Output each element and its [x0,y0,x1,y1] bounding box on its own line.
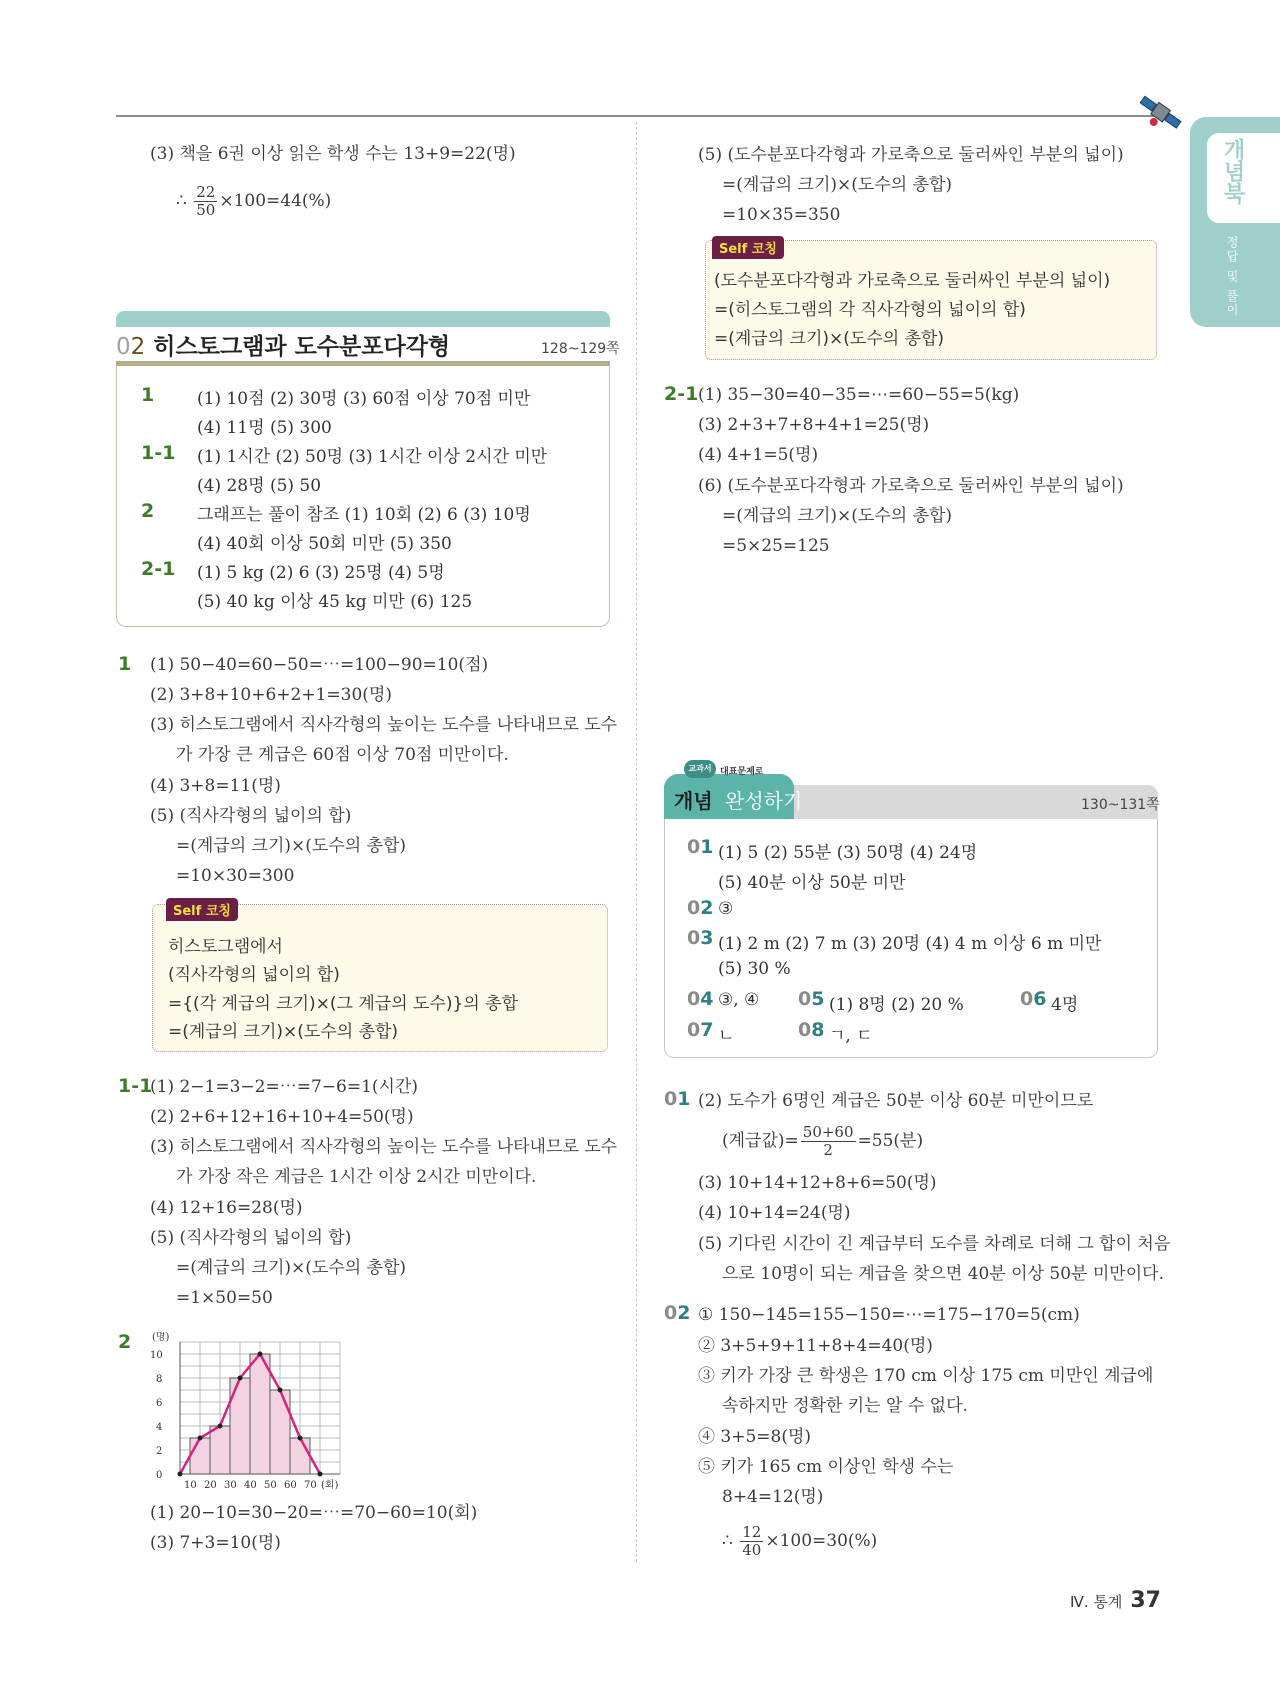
answer-line: ③ [718,899,734,919]
coaching-line: =(계급의 크기)×(도수의 총합) [168,1022,399,1042]
svg-text:2: 2 [156,1446,163,1457]
page-footer [1070,1588,1161,1613]
svg-text:10: 10 [184,1480,197,1491]
solution-line: =10×30=300 [176,866,295,886]
answer-line: (1) 5 kg (2) 6 (3) 25명 (4) 5명 [197,563,445,583]
section-header-bar [116,311,610,327]
solution-line: 8+4=12(명) [722,1487,824,1507]
self-coaching-tag: Self 코칭 [712,236,784,259]
class-value-equation: (계급값)= $\frac{50+60}{2}$ =55(분) [722,1123,924,1159]
svg-text:40: 40 [244,1480,257,1491]
solution-number: 2-1 [664,383,699,405]
solution-line: (3) 히스토그램에서 직사각형의 높이는 도수를 나타내므로 도수 [150,715,618,735]
solution-line: 속하지만 정확한 키는 알 수 없다. [722,1396,968,1416]
solution-line: (6) (도수분포다각형과 가로축으로 둘러싸인 부분의 넓이) [698,476,1124,496]
answer-line: (4) 11명 (5) 300 [197,418,332,438]
solution-line: (1) 20−10=30−20=⋯=70−60=10(회) [150,1503,478,1523]
svg-text:30: 30 [224,1480,237,1491]
solution-number: 1-1 [118,1075,153,1097]
answer-line: (1) 2 m (2) 7 m (3) 20명 (4) 4 m 이상 6 m 미만 [718,934,1102,954]
solution-line: (2) 도수가 6명인 계급은 50분 이상 60분 미만이므로 [698,1091,1094,1111]
svg-text:0: 0 [156,1470,163,1481]
y-axis-unit: (명) [152,1332,170,1343]
answer-line: ③, ④ [718,990,760,1010]
solution-line: (5) (직사각형의 넓이의 합) [150,1228,352,1248]
x-axis-unit: (회) [321,1480,339,1491]
answer-number: 1 [141,384,155,406]
section-title: 02 히스토그램과 도수분포다각형 [116,334,451,360]
solution-line: 가 가장 큰 계급은 60점 이상 70점 미만이다. [176,745,509,765]
fraction: $\frac{50+60}{2}$ [802,1123,854,1159]
solution-line: =1×50=50 [176,1288,273,1308]
answer-number: 04 [687,988,714,1010]
solution-line: ⑤ 키가 165 cm 이상인 학생 수는 [698,1457,954,1477]
fraction: $\frac{22}{50}$ [196,183,216,219]
solution-line: (5) (도수분포다각형과 가로축으로 둘러싸인 부분의 넓이) [698,145,1124,165]
answer-number: 05 [798,988,825,1010]
svg-text:4: 4 [156,1422,163,1433]
solution-line: ③ 키가 가장 큰 학생은 170 cm 이상 175 cm 미만인 계급에 [698,1366,1154,1386]
solution-line: (1) 2−1=3−2=⋯=7−6=1(시간) [150,1077,419,1097]
page-number: 37 [1130,1588,1161,1613]
solution-line: (1) 35−30=40−35=⋯=60−55=5(kg) [698,385,1020,405]
coaching-line: =(계급의 크기)×(도수의 총합) [714,329,945,349]
coaching-line: (도수분포다각형과 가로축으로 둘러싸인 부분의 넓이) [714,271,1111,291]
left-top-line3: (3) 책을 6권 이상 읽은 학생 수는 13+9=22(명) [150,144,516,164]
coaching-line: ={(각 계급의 크기)×(그 계급의 도수)}의 총합 [168,994,518,1014]
answer-line: ㄱ, ㄷ [829,1026,873,1046]
concept-page-range: 130~131쪽 [1081,797,1160,813]
svg-text:6: 6 [156,1398,163,1409]
answer-number: 07 [687,1019,714,1041]
textbook-pill: 교과서 [684,760,716,778]
answer-number: 2-1 [141,558,176,580]
therefore-symbol: ∴ [722,1531,733,1551]
therefore-symbol: ∴ [176,191,187,211]
answer-line: 그래프는 풀이 참조 (1) 10회 (2) 6 (3) 10명 [197,505,531,525]
solution-line: (3) 2+3+7+8+4+1=25(명) [698,415,930,435]
svg-text:10: 10 [150,1350,163,1361]
solution-line: (1) 50−40=60−50=⋯=100−90=10(점) [150,655,489,675]
coaching-line: (직사각형의 넓이의 합) [168,965,340,985]
solution-line: =(계급의 크기)×(도수의 총합) [722,175,953,195]
answer-number: 1-1 [141,442,176,464]
answer-line: (4) 40회 이상 50회 미만 (5) 350 [197,534,452,554]
answer-number: 08 [798,1019,825,1041]
answer-line: ㄴ [718,1026,735,1046]
histogram-chart [150,1332,350,1497]
solution-line: (4) 3+8=11(명) [150,776,281,796]
answer-line: (1) 8명 (2) 20 % [829,995,964,1015]
top-rule [116,115,1156,117]
self-coaching-tag: Self 코칭 [166,898,238,921]
answer-line: 4명 [1051,995,1079,1015]
solution-number: 02 [664,1302,691,1324]
solution-line: ② 3+5+9+11+8+4=40(명) [698,1336,933,1356]
solution-line: (2) 2+6+12+16+10+4=50(명) [150,1107,414,1127]
solution-number: 1 [118,653,132,675]
svg-text:70: 70 [304,1480,317,1491]
answer-line: (4) 28명 (5) 50 [197,476,322,496]
solution-line: =10×35=350 [722,205,841,225]
solution-result: ∴ $\frac{12}{40}$ ×100=30(%) [722,1523,878,1559]
answer-line: (5) 40 kg 이상 45 kg 미만 (6) 125 [197,592,473,612]
svg-text:20: 20 [204,1480,217,1491]
solution-number: 2 [118,1331,132,1353]
solution-line: (3) 7+3=10(명) [150,1533,281,1553]
solution-line: =(계급의 크기)×(도수의 총합) [176,1258,407,1278]
solution-line: ④ 3+5=8(명) [698,1427,812,1447]
solution-line: =(계급의 크기)×(도수의 총합) [722,506,953,526]
answer-number: 2 [141,500,155,522]
svg-text:60: 60 [284,1480,297,1491]
solution-line: 가 가장 작은 계급은 1시간 이상 2시간 미만이다. [176,1167,537,1187]
concept-title-light: 완성하기 [725,789,803,813]
solution-line: (4) 12+16=28(명) [150,1198,303,1218]
solution-line: (5) (직사각형의 넓이의 합) [150,806,352,826]
concept-title-bold: 개념 [674,789,713,813]
side-tab-book-label: 개념북 [1220,138,1245,204]
concept-subtitle: 대표문제로 [720,767,764,777]
solution-line: (4) 4+1=5(명) [698,445,819,465]
answer-number: 03 [687,927,714,949]
svg-text:50: 50 [264,1480,277,1491]
fraction: $\frac{12}{40}$ [742,1523,762,1559]
answer-line: (5) 40분 이상 50분 미만 [718,873,906,893]
answer-line: (5) 30 % [718,959,791,979]
satellite-icon [1135,88,1185,138]
solution-line: =5×25=125 [722,536,830,556]
side-tab-section-label: 정답 및 풀이 [1225,236,1239,318]
solution-line: (3) 10+14+12+8+6=50(명) [698,1173,937,1193]
answer-line: (1) 10점 (2) 30명 (3) 60점 이상 70점 미만 [197,389,531,409]
coaching-line: =(히스토그램의 각 직사각형의 넓이의 합) [714,300,1026,320]
solution-line: (3) 히스토그램에서 직사각형의 높이는 도수를 나타내므로 도수 [150,1137,618,1157]
chapter-label: Ⅳ. 통계 [1070,1593,1123,1611]
coaching-line: 히스토그램에서 [168,937,283,957]
solution-line: ① 150−145=155−150=⋯=175−170=5(cm) [698,1305,1080,1325]
solution-line: =(계급의 크기)×(도수의 총합) [176,836,407,856]
answer-number: 06 [1020,988,1047,1010]
answer-line: (1) 5 (2) 55분 (3) 50명 (4) 24명 [718,843,978,863]
left-top-result: ∴ $\frac{22}{50}$ ×100=44(%) [176,183,332,219]
answer-number: 02 [687,897,714,919]
column-divider [636,122,637,1562]
answer-number: 01 [687,836,714,858]
answer-line: (1) 1시간 (2) 50명 (3) 1시간 이상 2시간 미만 [197,447,548,467]
solution-line: 으로 10명이 되는 계급을 찾으면 40분 이상 50분 미만이다. [722,1264,1164,1284]
section-page-range: 128~129쪽 [541,341,620,357]
solution-line: (4) 10+14=24(명) [698,1203,851,1223]
solution-line: (5) 기다린 시간이 긴 계급부터 도수를 차례로 더해 그 합이 처음 [698,1234,1171,1254]
solution-line: (2) 3+8+10+6+2+1=30(명) [150,685,392,705]
svg-text:8: 8 [156,1374,163,1385]
solution-number: 01 [664,1088,691,1110]
